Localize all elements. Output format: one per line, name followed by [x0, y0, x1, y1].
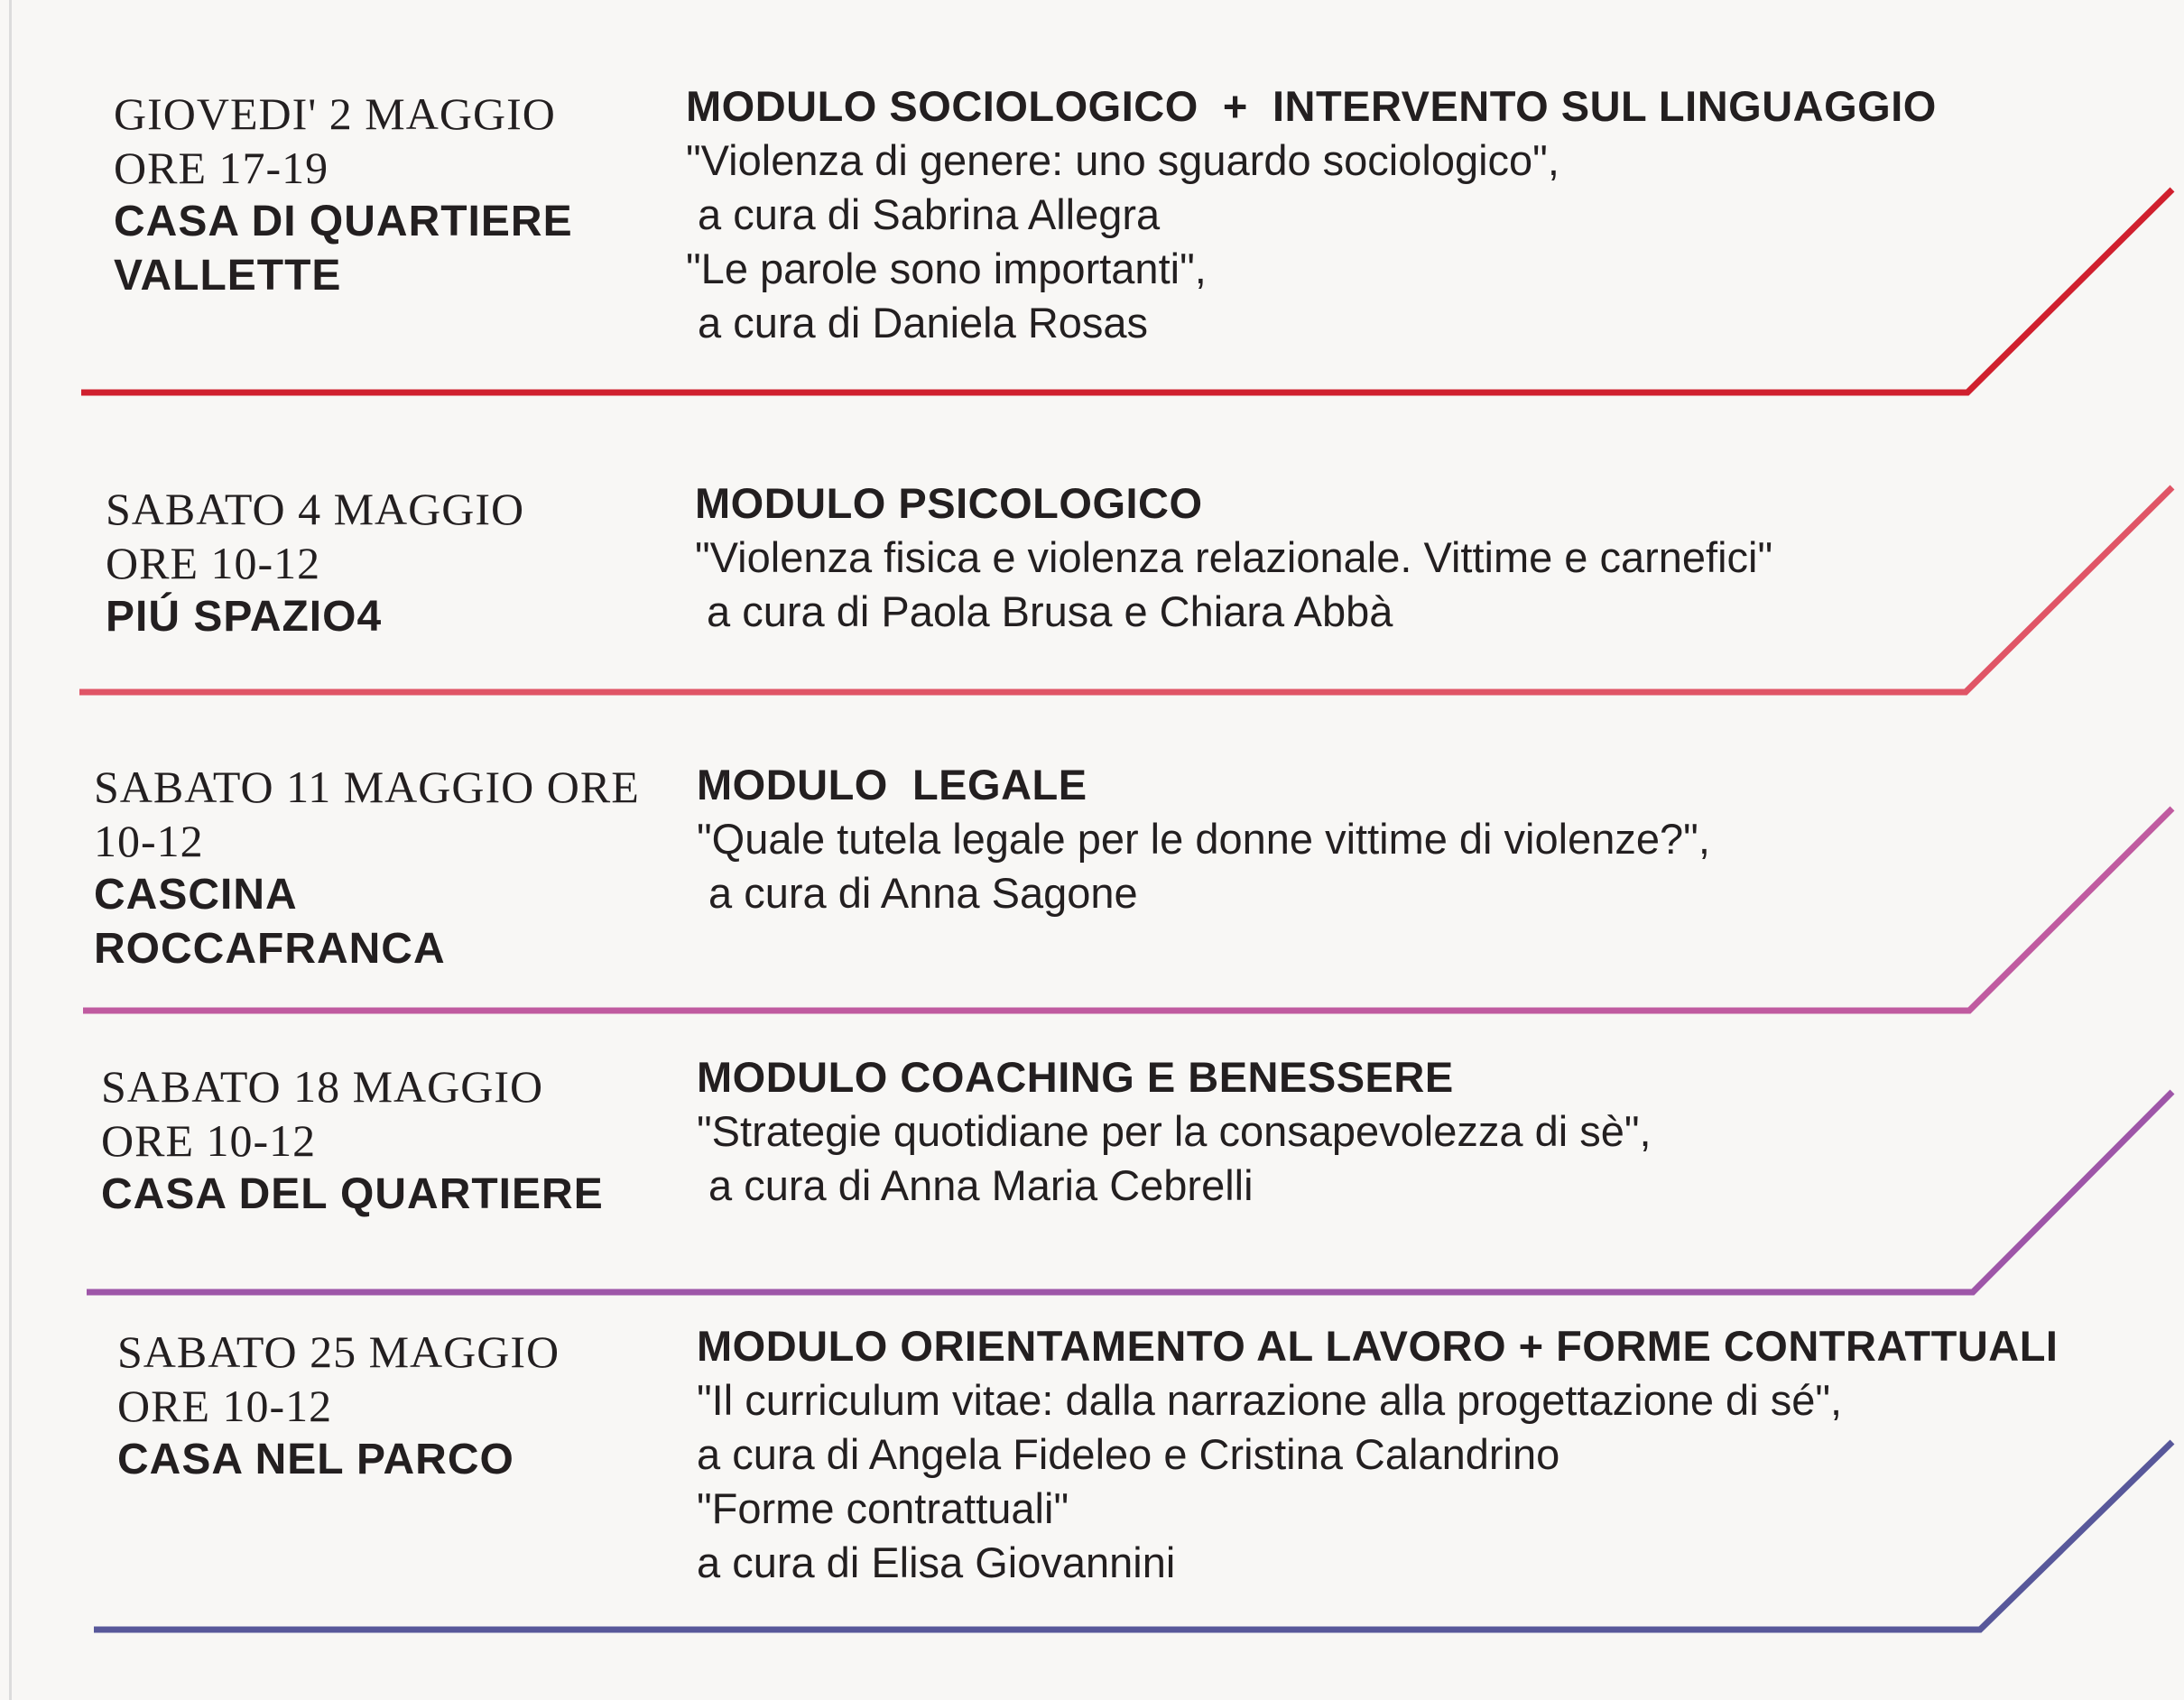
session-date-venue	[101, 1059, 604, 1222]
talk-detail: a cura di Sabrina Allegra	[686, 190, 1161, 238]
talk-detail: a cura di Paola Brusa e Chiara Abbà	[695, 587, 1393, 635]
session-content	[686, 79, 1937, 350]
talk-detail: "Il curriculum vitae: dalla narrazione alla progettazione di sé",	[697, 1376, 1843, 1424]
session-content	[697, 758, 1710, 920]
session-date: SABATO 4 MAGGIO	[106, 484, 525, 534]
module-title: MODULO LEGALE	[697, 761, 1087, 808]
session-date-venue	[114, 87, 573, 303]
talk-detail: a cura di Daniela Rosas	[686, 299, 1149, 346]
session-time: ORE 17-19	[114, 143, 329, 193]
session-venue: PIÚ SPAZIO4	[106, 593, 383, 641]
talk-detail: "Strategie quotidiane per la consapevolezza di sè",	[697, 1107, 1652, 1155]
session-venue: VALLETTE	[114, 252, 342, 300]
session-venue: CASA DEL QUARTIERE	[101, 1170, 604, 1218]
session-time: ORE 10-12	[117, 1381, 333, 1431]
module-title: MODULO PSICOLOGICO	[695, 479, 1203, 527]
talk-detail: "Quale tutela legale per le donne vittime di violenze?",	[697, 815, 1710, 863]
session-content	[695, 476, 1772, 639]
session-venue: CASA NEL PARCO	[117, 1436, 514, 1483]
session-date-venue	[94, 760, 640, 976]
module-title: MODULO COACHING E BENESSERE	[697, 1053, 1454, 1101]
session-date: SABATO 11 MAGGIO ORE	[94, 762, 640, 812]
session-date-venue	[117, 1325, 560, 1487]
module-title: MODULO ORIENTAMENTO AL LAVORO + FORME CONTRATTUALI	[697, 1322, 2059, 1370]
session-time: ORE 10-12	[106, 538, 321, 588]
session-content	[697, 1319, 2058, 1590]
talk-detail: a cura di Anna Sagone	[697, 869, 1138, 917]
session-venue: ROCCAFRANCA	[94, 925, 446, 973]
session-date-venue	[106, 482, 524, 644]
talk-detail: "Forme contrattuali"	[697, 1484, 1069, 1532]
session-venue: CASCINA	[94, 871, 298, 919]
talk-detail: "Le parole sono importanti",	[686, 245, 1207, 292]
session-date: GIOVEDI' 2 MAGGIO	[114, 88, 556, 139]
module-title: MODULO SOCIOLOGICO + INTERVENTO SUL LINGUAGGIO	[686, 82, 1937, 130]
talk-detail: "Violenza fisica e violenza relazionale. Vittime e carnefici"	[695, 533, 1773, 581]
talk-detail: a cura di Angela Fideleo e Cristina Calandrino	[697, 1430, 1560, 1478]
session-date: SABATO 18 MAGGIO	[101, 1061, 544, 1112]
talk-detail: a cura di Elisa Giovannini	[697, 1538, 1176, 1586]
session-content	[697, 1050, 1652, 1213]
talk-detail: "Violenza di genere: uno sguardo sociologico",	[686, 136, 1559, 184]
session-time: ORE 10-12	[101, 1115, 317, 1166]
session-time: 10-12	[94, 816, 204, 866]
session-venue: CASA DI QUARTIERE	[114, 198, 573, 245]
talk-detail: a cura di Anna Maria Cebrelli	[697, 1161, 1254, 1209]
session-date: SABATO 25 MAGGIO	[117, 1326, 560, 1377]
